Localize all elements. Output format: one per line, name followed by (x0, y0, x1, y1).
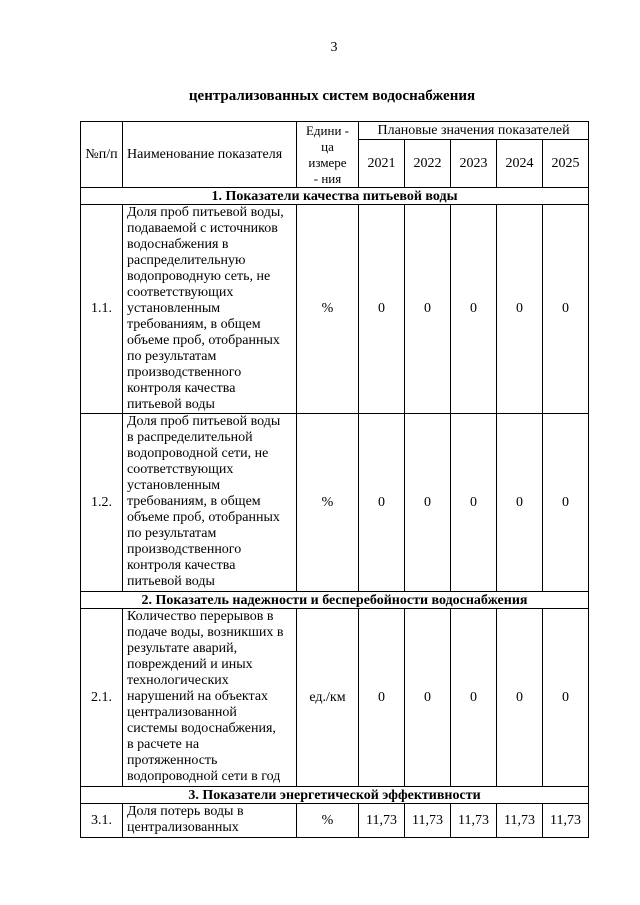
row-name-line: установленным (127, 301, 221, 316)
indicators-table (80, 121, 589, 838)
header-year: 2024 (497, 140, 543, 188)
header-unit-line: - ния (313, 170, 342, 186)
header-unit-line: измере (308, 154, 347, 170)
section-title: 1. Показатели качества питьевой воды (81, 188, 589, 205)
header-year: 2025 (543, 140, 589, 188)
row-number: 3.1. (81, 804, 123, 838)
table-row (81, 609, 589, 787)
table-row (81, 804, 589, 838)
row-name-line: в расчете на (127, 737, 200, 752)
row-name-line: соответствующих (127, 285, 234, 300)
row-name-line: питьевой воды (127, 397, 215, 412)
header-year: 2021 (359, 140, 405, 188)
row-name-line: питьевой воды (127, 574, 215, 589)
row-name-line: объеме проб, отобранных (127, 510, 280, 525)
header-unit-line: ца (321, 138, 334, 154)
row-unit: % (297, 414, 359, 592)
row-value: 0 (451, 205, 497, 414)
row-value: 0 (359, 205, 405, 414)
row-number: 1.2. (81, 414, 123, 592)
header-planned-values: Плановые значения показателей (359, 122, 589, 140)
row-name-line: водоснабжения в (127, 237, 229, 252)
row-name-line: требованиям, в общем (127, 317, 261, 332)
row-name-line: повреждений и иных (127, 657, 253, 672)
row-name-line: Доля проб питьевой воды, (127, 205, 284, 220)
row-value: 0 (451, 414, 497, 592)
row-value: 11,73 (451, 804, 497, 838)
section-row (81, 188, 589, 205)
section-title: 3. Показатели энергетической эффективности (81, 787, 589, 804)
row-value: 0 (359, 414, 405, 592)
header-row (81, 122, 589, 140)
row-name-line: водопроводной сети в год (127, 769, 281, 784)
row-value: 0 (405, 609, 451, 787)
row-value: 0 (543, 609, 589, 787)
row-name-line: технологических (127, 673, 229, 688)
row-name-line: результате аварий, (127, 641, 238, 656)
row-unit: ед./км (297, 609, 359, 787)
row-value: 0 (497, 205, 543, 414)
row-value: 0 (497, 609, 543, 787)
row-name-line: по результатам (127, 526, 217, 541)
table-row (81, 414, 589, 592)
row-value: 0 (543, 414, 589, 592)
section-title: 2. Показатель надежности и бесперебойности водоснабжения (81, 592, 589, 609)
row-name-line: Доля потерь воды в (127, 804, 244, 819)
row-value: 11,73 (359, 804, 405, 838)
row-name-line: установленным (127, 478, 221, 493)
row-value: 11,73 (543, 804, 589, 838)
section-row (81, 787, 589, 804)
page-number: 3 (330, 40, 338, 55)
row-name-line: в распределительной (127, 430, 253, 445)
row-name (123, 414, 297, 592)
header-year: 2022 (405, 140, 451, 188)
row-name-line: централизованной (127, 705, 237, 720)
row-value: 0 (359, 609, 405, 787)
row-name (123, 804, 297, 838)
row-name-line: водопроводной сети, не (127, 446, 269, 461)
row-value: 11,73 (405, 804, 451, 838)
header-unit-line: Едини - (305, 122, 349, 138)
header-number: №п/п (81, 122, 123, 188)
row-unit: % (297, 804, 359, 838)
row-number: 2.1. (81, 609, 123, 787)
row-name-line: контроля качества (127, 381, 236, 396)
row-name-line: производственного (127, 542, 242, 557)
row-unit: % (297, 205, 359, 414)
row-value: 0 (405, 205, 451, 414)
header-unit (297, 122, 359, 188)
row-name-line: объеме проб, отобранных (127, 333, 280, 348)
row-name-line: по результатам (127, 349, 217, 364)
row-value: 0 (497, 414, 543, 592)
header-name: Наименование показателя (123, 122, 297, 188)
row-name-line: требованиям, в общем (127, 494, 261, 509)
row-value: 11,73 (497, 804, 543, 838)
row-name-line: подаче воды, возникших в (127, 625, 284, 640)
document-title: централизованных систем водоснабжения (188, 88, 476, 104)
row-name (123, 205, 297, 414)
row-name-line: протяженность (127, 753, 218, 768)
row-name-line: производственного (127, 365, 242, 380)
row-name-line: нарушений на объектах (127, 689, 269, 704)
row-name-line: централизованных (127, 820, 239, 835)
row-value: 0 (405, 414, 451, 592)
row-name (123, 609, 297, 787)
section-row (81, 592, 589, 609)
row-name-line: распределительную (127, 253, 246, 268)
row-name-line: Количество перерывов в (127, 609, 274, 624)
table-row (81, 205, 589, 414)
row-name-line: подаваемой с источников (127, 221, 278, 236)
row-name-line: контроля качества (127, 558, 236, 573)
header-year: 2023 (451, 140, 497, 188)
row-value: 0 (451, 609, 497, 787)
row-number: 1.1. (81, 205, 123, 414)
row-name-line: соответствующих (127, 462, 234, 477)
row-name-line: системы водоснабжения, (127, 721, 276, 736)
row-name-line: водопроводную сеть, не (127, 269, 271, 284)
row-value: 0 (543, 205, 589, 414)
row-name-line: Доля проб питьевой воды (127, 414, 281, 429)
